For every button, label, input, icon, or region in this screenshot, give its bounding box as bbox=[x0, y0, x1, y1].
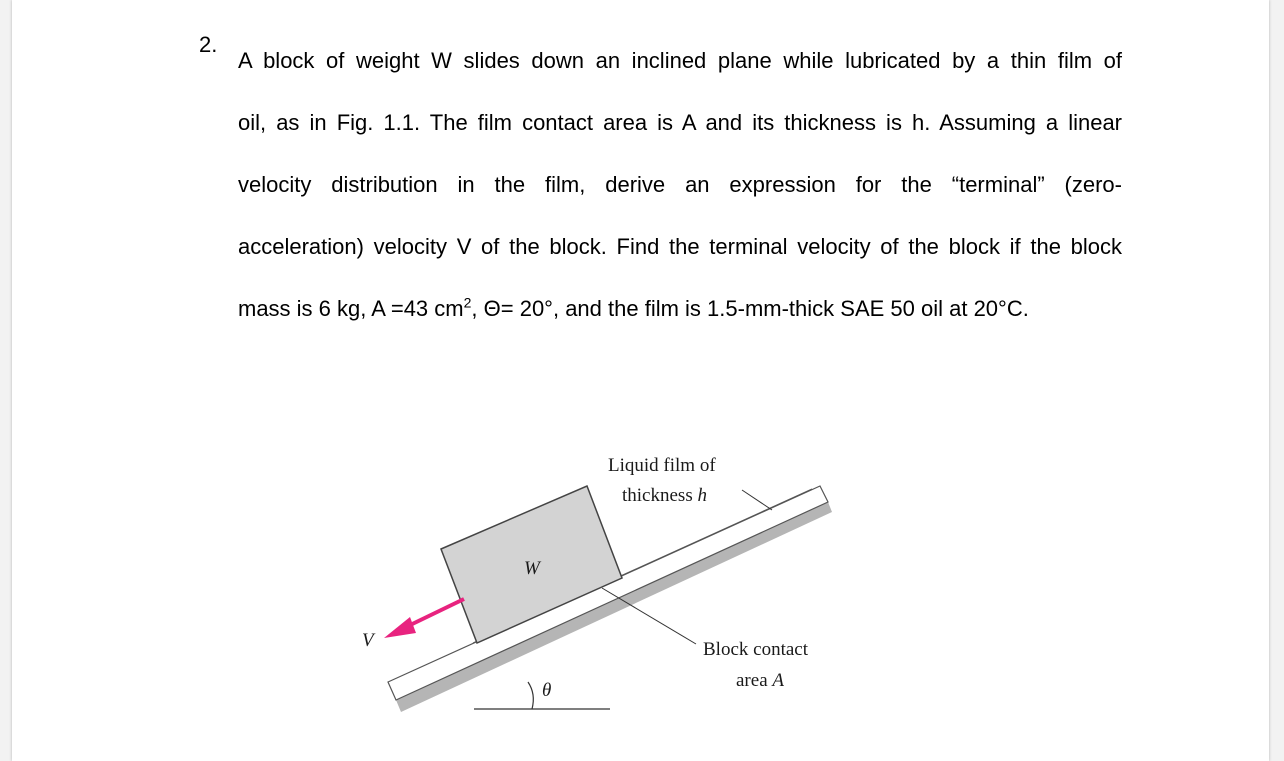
film-leader-line bbox=[742, 490, 772, 510]
velocity-arrow-shaft bbox=[404, 599, 464, 628]
problem-line-5-start: mass is 6 kg, A =43 cm bbox=[238, 296, 464, 321]
document-page bbox=[12, 0, 1269, 761]
problem-number: 2. bbox=[199, 32, 218, 57]
contact-area-var: A bbox=[772, 670, 784, 691]
velocity-arrow-head bbox=[384, 617, 416, 638]
problem-line-5-end: , Θ= 20°, and the film is 1.5-mm-thick SAE 50 oil at 20°C. bbox=[471, 296, 1029, 321]
problem-line-4: acceleration) velocity V of the block. Find the terminal velocity of the block if the block bbox=[238, 234, 1122, 259]
contact-label-line-1: Block contact bbox=[703, 639, 808, 660]
problem-line-3: velocity distribution in the film, derive an expression for the “terminal” (zero- bbox=[238, 172, 1122, 197]
area-unit-superscript: 2 bbox=[463, 294, 472, 311]
angle-label: θ bbox=[542, 680, 552, 701]
contact-label-prefix: area bbox=[736, 670, 773, 691]
problem-line-1: A block of weight W slides down an inclined plane while lubricated by a thin film of bbox=[238, 48, 1122, 73]
film-label-line-2 bbox=[622, 485, 707, 506]
problem-line-2: oil, as in Fig. 1.1. The film contact area is A and its thickness is h. Assuming a linear bbox=[238, 110, 1122, 135]
inclined-plane-figure bbox=[12, 0, 1269, 761]
film-label-prefix: thickness bbox=[622, 485, 698, 506]
angle-arc bbox=[528, 682, 533, 709]
film-thickness-var: h bbox=[697, 485, 707, 506]
velocity-label: V bbox=[362, 630, 374, 651]
inclined-plane bbox=[388, 486, 828, 700]
film-label-line-1: Liquid film of bbox=[608, 455, 716, 476]
weight-label: W bbox=[524, 558, 540, 579]
contact-label-line-2 bbox=[736, 670, 784, 691]
